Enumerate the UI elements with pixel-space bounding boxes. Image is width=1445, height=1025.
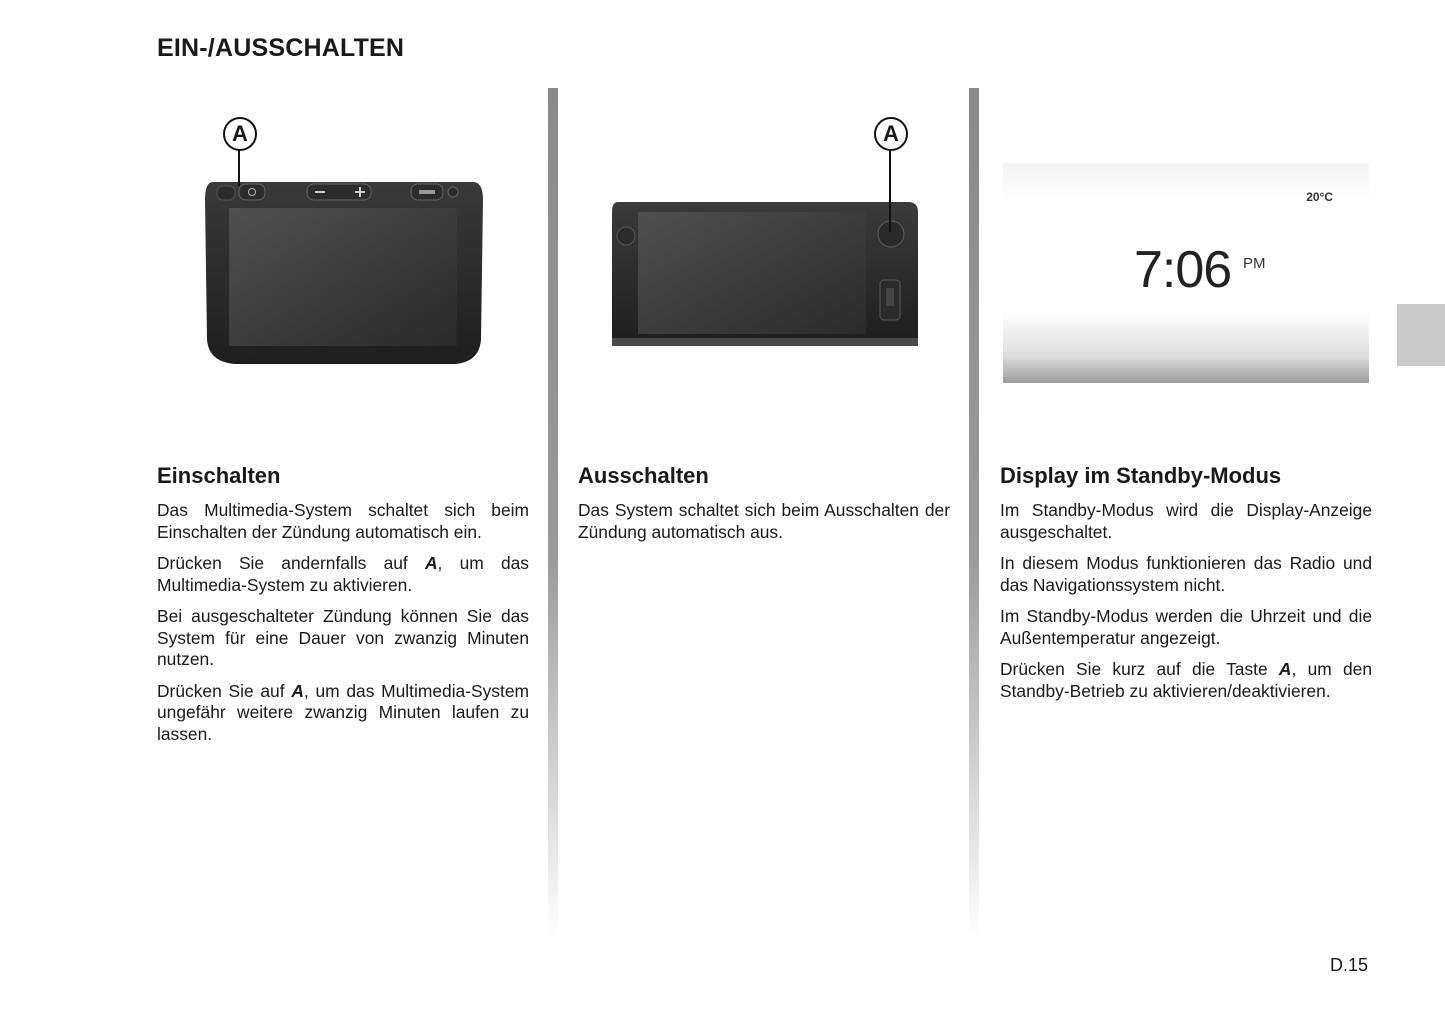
paragraph: In diesem Modus funktionieren das Radio und das Navigationssystem nicht. bbox=[1000, 553, 1372, 595]
section-body bbox=[1000, 500, 1372, 712]
paragraph: Das Multimedia-System schaltet sich beim Einschalten der Zündung automatisch ein. bbox=[157, 500, 529, 542]
column-divider bbox=[969, 88, 979, 938]
paragraph: Im Standby-Modus werden die Uhrzeit und die Außentemperatur angezeigt. bbox=[1000, 606, 1372, 648]
callout-leader bbox=[889, 146, 891, 232]
paragraph: Drücken Sie kurz auf die Taste A, um den Standby-Betrieb zu aktivieren/deaktivieren. bbox=[1000, 659, 1373, 701]
page-title: EIN-/AUSSCHALTEN bbox=[157, 34, 405, 62]
outside-temperature: 20°C bbox=[1306, 190, 1333, 204]
page-number: D.15 bbox=[1330, 955, 1369, 975]
clock-time: 7:06 bbox=[1134, 241, 1232, 299]
column-divider bbox=[548, 88, 558, 938]
callout-a-icon: A bbox=[223, 117, 257, 151]
paragraph: Drücken Sie andernfalls auf A, um das Multimedia-System zu aktivieren. bbox=[157, 553, 529, 595]
chapter-tab bbox=[1397, 304, 1445, 366]
callout-a-icon: A bbox=[874, 117, 908, 151]
section-heading: Einschalten bbox=[157, 463, 281, 488]
paragraph: Das System schaltet sich beim Ausschalten der Zündung automatisch aus. bbox=[578, 500, 950, 542]
paragraph: Drücken Sie auf A, um das Multimedia-System ungefähr weitere zwanzig Minuten laufen zu lassen. bbox=[157, 680, 529, 744]
paragraph: Im Standby-Modus wird die Display-Anzeige ausgeschaltet. bbox=[1000, 500, 1372, 542]
standby-screen-image bbox=[1003, 163, 1369, 383]
clock-ampm: PM bbox=[1243, 255, 1266, 272]
section-heading: Display im Standby-Modus bbox=[1000, 463, 1282, 488]
section-heading: Ausschalten bbox=[578, 463, 709, 488]
callout-leader bbox=[238, 146, 240, 186]
section-body bbox=[157, 500, 529, 755]
paragraph: Bei ausgeschalteter Zündung können Sie das System für eine Dauer von zwanzig Minuten nutzen. bbox=[157, 606, 529, 669]
multimedia-unit-image bbox=[608, 190, 923, 355]
section-body bbox=[578, 500, 950, 553]
